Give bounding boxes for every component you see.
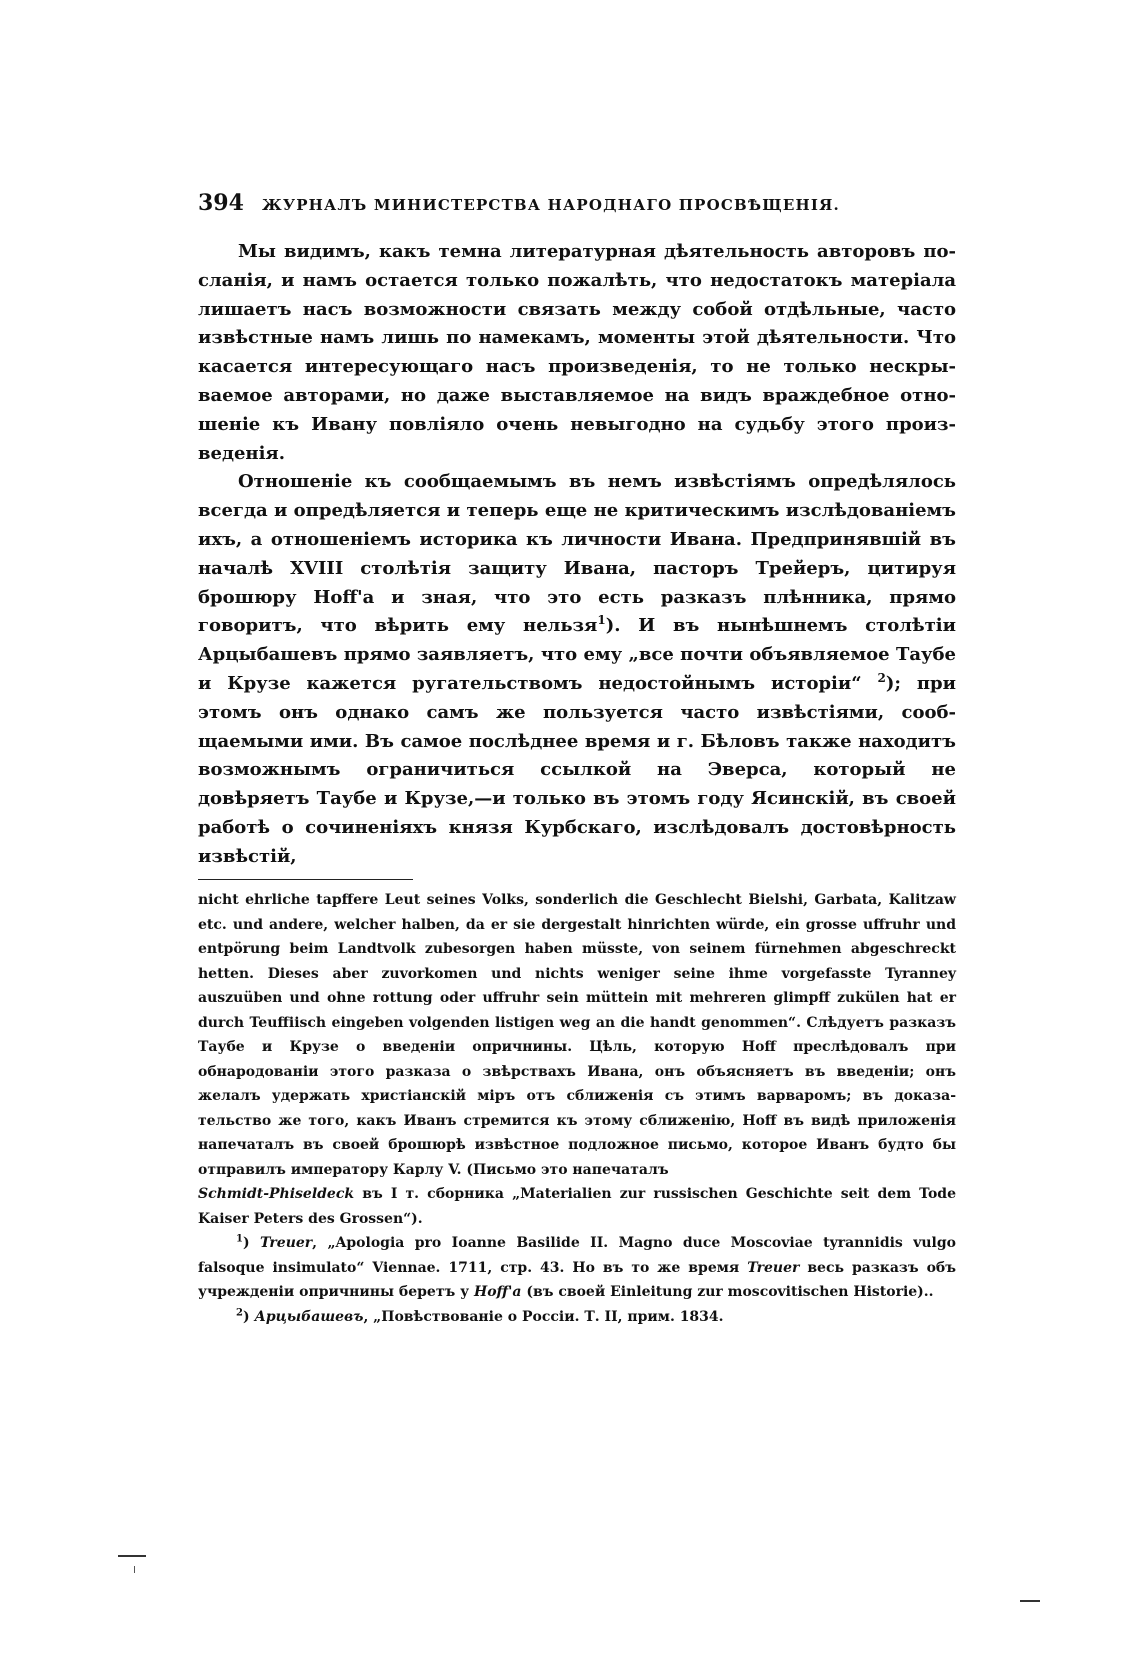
print-mark <box>118 1555 146 1557</box>
note-author: Treuer <box>260 1235 313 1251</box>
page-header <box>198 190 958 216</box>
paragraph: Мы видимъ, какъ темна литературная дѣятельность авторовъ посланія, и намъ остается только пожалѣть, что недостатокъ матеріала лишаетъ насъ возможности связать между собой отдѣльные, часто извѣстные намъ лишь по намекамъ, моменты этой дѣятельности. Что касается интересующаго насъ произведенія, то не только нескрываемое авторами, но даже выставляемое на видъ враждебное отношеніе къ Ивану повліяло очень невыгодно на судьбу этого произведенія. <box>198 241 956 464</box>
running-title: ЖУРНАЛЪ МИНИСТЕРСТВА НАРОДНАГО ПРОСВѢЩЕНІЯ. <box>261 196 840 214</box>
paragraph-text: ); при этомъ онъ однако самъ же пользуется часто извѣстіями, сообщаемыми ими. Въ самое послѣднее время и г. Бѣловъ также находитъ возможнымъ ограничиться ссылкой на Эверса, который не довѣряетъ Таубе и Крузе,—и только въ этомъ году Ясинскій, въ своей работѣ о сочиненіяхъ князя Курбскаго, изслѣдовалъ достовѣрность извѣстій, <box>198 672 956 867</box>
footnotes <box>198 888 956 1329</box>
paragraph-text: Отношеніе къ сообщаемымъ въ немъ извѣстіямъ опредѣлялось всегда и опредѣляется и теперь еще не критическимъ изслѣдованіемъ ихъ, а отношеніемъ историка къ личности Ивана. Предпринявшій въ началѣ XVIII столѣтія защиту Ивана, пасторъ Трейеръ, цитируя брошюру Hoff'а и зная, что это есть разказъ плѣнника, прямо говоритъ, что вѣрить ему нельзя <box>198 471 956 637</box>
paragraph: Отношеніе къ сообщаемымъ въ немъ извѣстіямъ опредѣлялось всегда и опредѣляется и теперь еще не критическимъ изслѣдованіемъ ихъ, а отношеніемъ историка къ личности Ивана. Предпринявшій въ началѣ XVIII столѣтія защиту Ивана, пасторъ Трейеръ, цитируя брошюру Hoff'а и зная, что это есть разказъ плѣнника, прямо говоритъ, что вѣрить ему нельзя$^1$). И въ нынѣшнемъ столѣтіи Арцыбашевъ прямо заявляетъ, что ему „все почти объявляемое Таубе и Крузе кажется ругательствомъ недостойнымъ исторіи“ $^2$); при этомъ онъ однако самъ же пользуется часто извѣстіями, сообщаемыми ими. Въ самое послѣднее время и г. Бѣловъ также находитъ возможнымъ ограничиться ссылкой на Эверса, который не довѣряетъ Таубе и Крузе,—и только въ этомъ году Ясинскій, въ своей работѣ о сочиненіяхъ князя Курбскаго, изслѣдовалъ достовѣрность извѣстій, <box>198 471 956 867</box>
print-mark <box>1020 1600 1040 1602</box>
footnote-2: $^2$) Арцыбашевъ, „Повѣствованіе о Россіи. Т. II, прим. 1834. <box>236 1306 724 1325</box>
note-text: (въ своей Einleitung zur moscovitischen Historie).. <box>521 1284 934 1300</box>
note-text: весь разказъ объ учрежденіи опричнины беретъ у <box>198 1259 956 1300</box>
footnote-separator <box>198 879 413 880</box>
note-author: Treuer <box>747 1259 800 1276</box>
footnote-mark: 2 <box>236 1306 243 1318</box>
footnote-1: $^1$) Treuer, „Apologia pro Ioanne Basilide II. Magno duce Moscoviae tyrannidis vulgo falsoque insimulato“ Viennae. 1711, стр. 43. Но въ то же время Treuer весь разказъ объ учрежденіи опричнины беретъ у Hoff'a (въ своей Einleitung zur moscovitischen Historie).. <box>198 1233 956 1300</box>
footnote-reference: 2 <box>877 670 886 685</box>
paragraph-text: . И въ нынѣшнемъ столѣтіи Арцыбашевъ прямо заявляетъ, что ему „все почти объявляемое Таубе и Крузе кажется ругательствомъ недостойнымъ исторіи“ <box>198 615 956 694</box>
note-text: , „Apologia pro Ioanne Basilide II. Magno duce Moscoviae tyrannidis vulgo falsoque insimulato“ Viennae. 1711, стр. 43. Но въ то же время <box>198 1235 956 1276</box>
note-text: въ I т. сборника „Materialien zur russischen Geschichte seit dem Tode Kaiser Peters des Grossen“). <box>198 1186 956 1227</box>
print-mark <box>134 1566 135 1573</box>
note-source: Hoff'a <box>473 1284 522 1300</box>
footnote-mark: 1 <box>236 1233 243 1245</box>
note-text: nicht ehrliche tapffere Leut seines Volks, sonderlich die Geschlecht Bielshi, Garbata, Kalitzaw etc. und andere, welcher halben, da er sie dergestalt hinrichten würde, ein grosse uffruhr und entpörung beim Landtvolk zubesorgen haben müsste, von seinem fürnehmen abgeschreckt hetten. Dieses aber zuvorkomen und nichts weniger seine ihme vorgefasste Tyranney auszuüben und ohne rottung oder uffruhr sein müttein mit mehreren glimpff zukülen hat er durch Teuffiisch eingeben volgenden listigen weg an die handt genommen“. Слѣдуетъ разказъ Таубе и Крузе о введеніи опричнины. Цѣль, которую Hoff преслѣдовалъ при обнародованіи этого разказа о звѣрствахъ Ивана, онъ объясняетъ въ введеніи; онъ желалъ удержать христіанскій міръ отъ сближенія съ этимъ варваромъ; въ доказательство же того, какъ Иванъ стремится къ этому сближенію, Hoff въ видѣ приложенія напечаталъ въ своей брошюрѣ извѣстное подложное письмо, которое Иванъ будто бы отправилъ императору Карлу V. (Письмо это напечаталъ <box>198 892 956 1178</box>
main-text <box>198 238 956 872</box>
footnote-continuation <box>198 888 956 1231</box>
page-number: 394 <box>198 190 244 216</box>
note-text: , „Повѣствованіе о Россіи. Т. II, прим. 1834. <box>363 1308 724 1325</box>
footnote-reference: 1 <box>597 613 606 628</box>
note-author: Арцыбашевъ <box>254 1308 364 1325</box>
note-author: Schmidt-Phiseldeck <box>198 1186 355 1202</box>
